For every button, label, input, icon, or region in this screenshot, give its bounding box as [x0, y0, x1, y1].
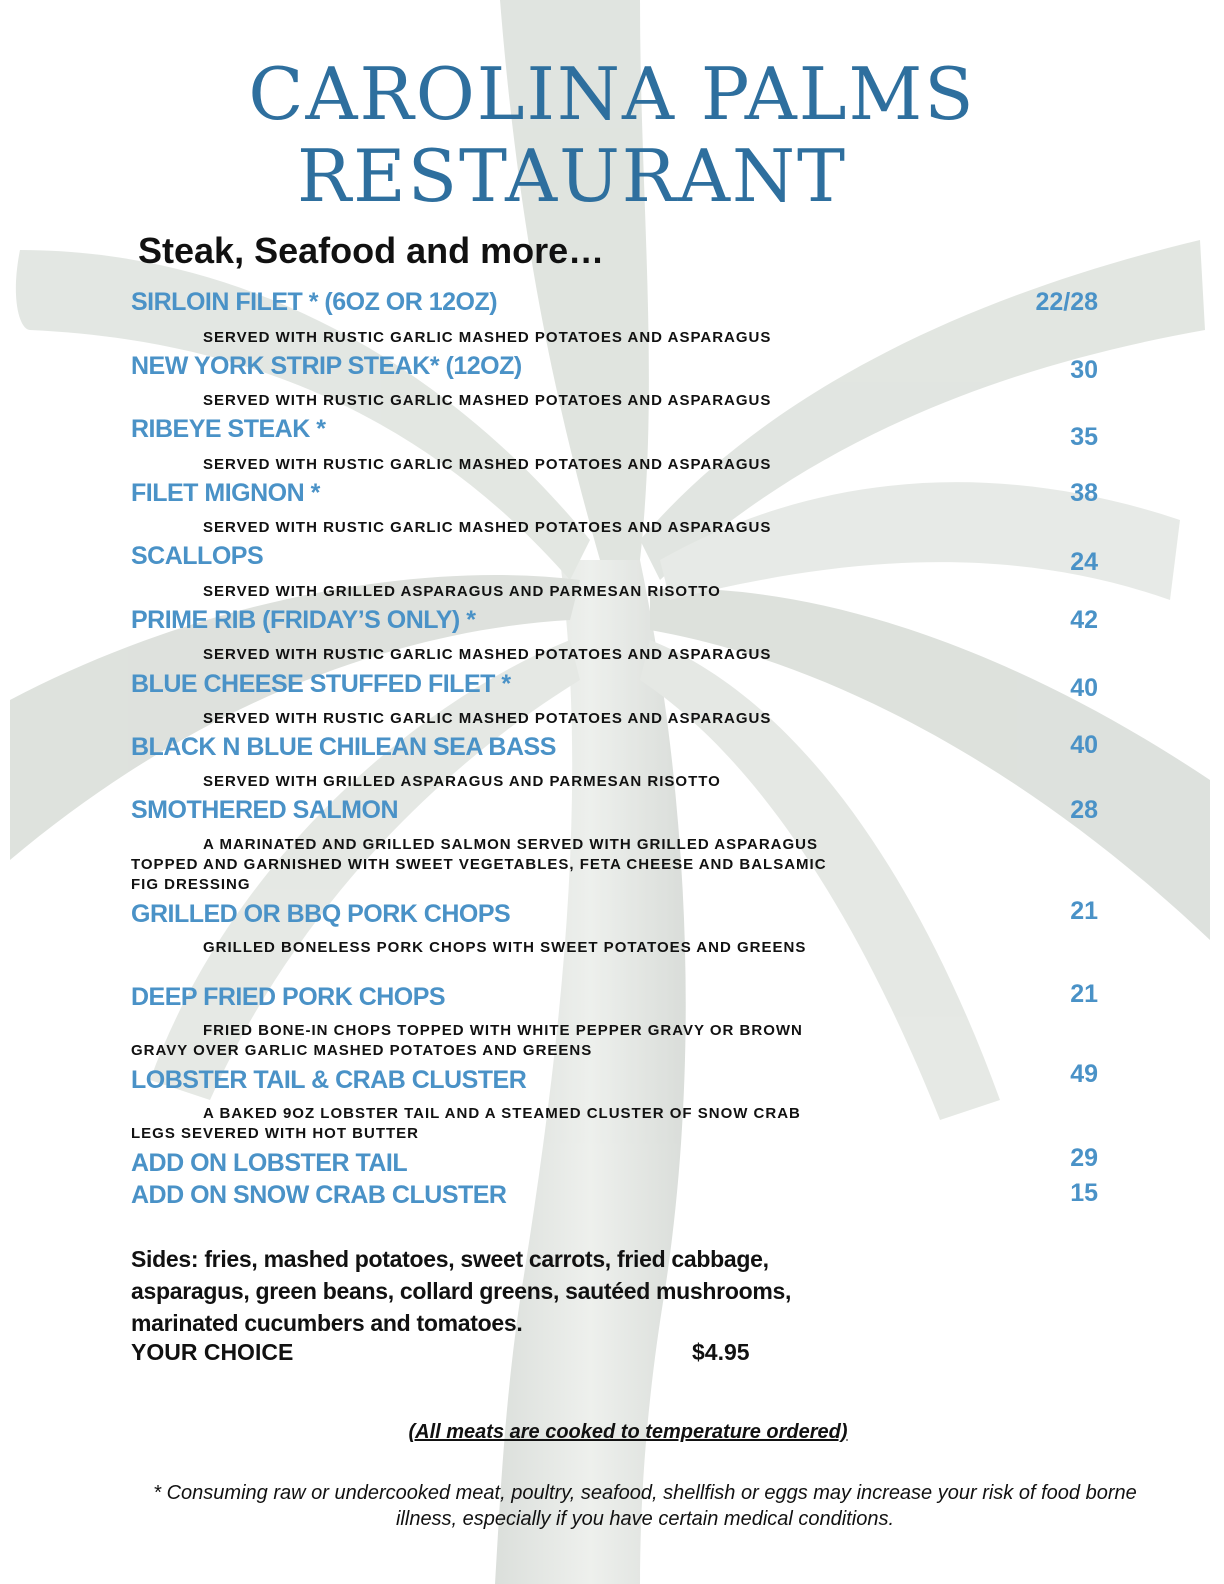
menu-item-description: SERVED WITH RUSTIC GARLIC MASHED POTATOES AND ASPARAGUS — [203, 710, 772, 727]
menu-item-price: 29 — [1070, 1144, 1098, 1172]
menu-item-description: SERVED WITH RUSTIC GARLIC MASHED POTATOES AND ASPARAGUS — [203, 646, 772, 663]
menu-item-price: 49 — [1070, 1060, 1098, 1088]
menu-item-price: 35 — [1070, 423, 1098, 451]
menu-item-description: SERVED WITH RUSTIC GARLIC MASHED POTATOES AND ASPARAGUS — [203, 329, 772, 346]
menu-item-description: SERVED WITH RUSTIC GARLIC MASHED POTATOES AND ASPARAGUS — [203, 519, 772, 536]
menu-item-name: BLACK N BLUE CHILEAN SEA BASS — [131, 733, 556, 761]
restaurant-title-line-2: RESTAURANT — [296, 134, 848, 218]
menu-item-description: A BAKED 9OZ LOBSTER TAIL AND A STEAMED CLUSTER OF SNOW CRAB LEGS SEVERED WITH HOT BUTTER — [131, 1105, 801, 1142]
menu-item-description: GRILLED BONELESS PORK CHOPS WITH SWEET POTATOES AND GREENS — [203, 939, 807, 956]
menu-item-description: SERVED WITH RUSTIC GARLIC MASHED POTATOES AND ASPARAGUS — [203, 392, 772, 409]
section-heading: Steak, Seafood and more… — [138, 230, 605, 271]
menu-item-name: SCALLOPS — [131, 542, 264, 570]
menu-item-price: 21 — [1070, 897, 1098, 925]
menu-item-name: ADD ON SNOW CRAB CLUSTER — [131, 1181, 507, 1209]
menu-item-price: 40 — [1070, 731, 1098, 759]
menu-item-description: SERVED WITH RUSTIC GARLIC MASHED POTATOES AND ASPARAGUS — [203, 456, 772, 473]
sides-list: Sides: fries, mashed potatoes, sweet carrots, fried cabbage, asparagus, green beans, collard greens, sautéed mushrooms, marinated cucumbers and tomatoes. — [131, 1246, 792, 1336]
health-disclaimer: * Consuming raw or undercooked meat, poultry, seafood, shellfish or eggs may increase your risk of food borne illness, especially if you have certain medical conditions. — [153, 1482, 1137, 1530]
restaurant-title-line-1: CAROLINA PALMS — [248, 52, 976, 136]
menu-item-name: PRIME RIB (FRIDAY’S ONLY) * — [131, 606, 476, 634]
menu-item-price: 38 — [1070, 479, 1098, 507]
temperature-note: (All meats are cooked to temperature ordered) — [408, 1421, 848, 1443]
menu-item-name: ADD ON LOBSTER TAIL — [131, 1149, 408, 1177]
menu-item-price: 15 — [1070, 1179, 1098, 1207]
menu-item-description: A MARINATED AND GRILLED SALMON SERVED WITH GRILLED ASPARAGUS TOPPED AND GARNISHED WITH SWEET VEGETABLES, FETA CHEESE AND BALSAMIC FIG DRESSING — [131, 836, 827, 893]
sides-choice-label: YOUR CHOICE — [131, 1339, 294, 1365]
menu-item-name: GRILLED OR BBQ PORK CHOPS — [131, 900, 511, 928]
menu-item-description: SERVED WITH GRILLED ASPARAGUS AND PARMESAN RISOTTO — [203, 773, 721, 790]
menu-item-name: BLUE CHEESE STUFFED FILET * — [131, 670, 511, 698]
menu-item-description: FRIED BONE-IN CHOPS TOPPED WITH WHITE PEPPER GRAVY OR BROWN GRAVY OVER GARLIC MASHED POTATOES AND GREENS — [131, 1022, 803, 1059]
menu-item-description: SERVED WITH GRILLED ASPARAGUS AND PARMESAN RISOTTO — [203, 583, 721, 600]
menu-item-name: LOBSTER TAIL & CRAB CLUSTER — [131, 1066, 527, 1094]
menu-item-price: 28 — [1070, 796, 1098, 824]
menu-item-price: 24 — [1070, 548, 1098, 576]
menu-item-name: NEW YORK STRIP STEAK* (12OZ) — [131, 352, 522, 380]
menu-item-name: RIBEYE STEAK * — [131, 415, 326, 443]
menu-item-price: 22/28 — [1035, 288, 1098, 316]
menu-item-price: 40 — [1070, 674, 1098, 702]
menu-item-name: DEEP FRIED PORK CHOPS — [131, 983, 446, 1011]
menu-item-name: FILET MIGNON * — [131, 479, 320, 507]
menu-item-name: SMOTHERED SALMON — [131, 796, 398, 824]
menu-item-price: 21 — [1070, 980, 1098, 1008]
menu-item-price: 30 — [1070, 356, 1098, 384]
menu-item-name: SIRLOIN FILET * (6OZ OR 12OZ) — [131, 288, 498, 316]
menu-item-price: 42 — [1070, 606, 1098, 634]
sides-choice-price: $4.95 — [692, 1339, 750, 1365]
